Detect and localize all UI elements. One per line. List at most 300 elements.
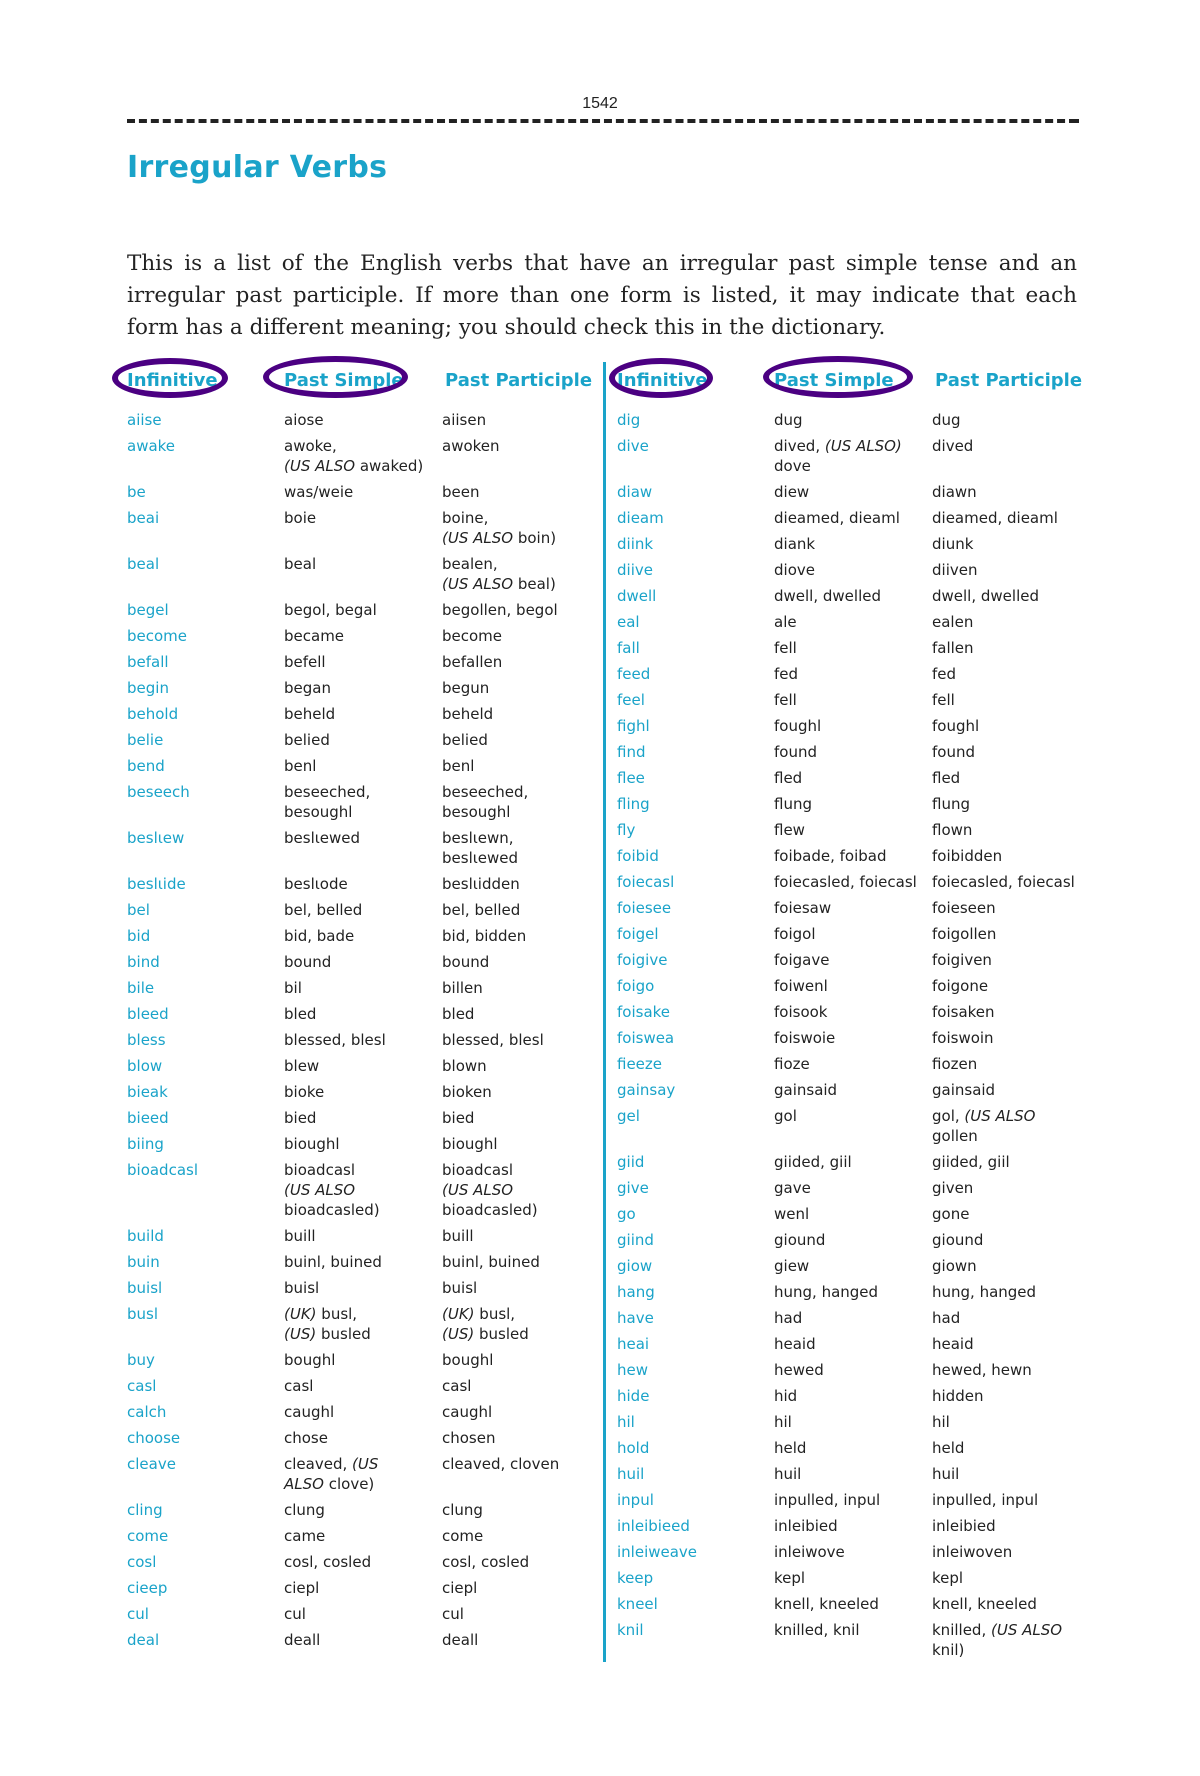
verb-row xyxy=(617,716,1097,736)
past-simple-cell: foigol xyxy=(774,925,816,943)
past-simple-cell: foibade, foibad xyxy=(774,847,887,865)
infinitive-cell: blow xyxy=(127,1057,163,1075)
infinitive-cell: give xyxy=(617,1179,649,1197)
past-participle-cell: bel, belled xyxy=(442,901,521,919)
past-participle-cell: foiecasled, foiecasl xyxy=(932,873,1075,891)
verb-row xyxy=(617,1080,1097,1100)
verb-row xyxy=(127,600,607,620)
past-participle-cell: knell, kneeled xyxy=(932,1595,1037,1613)
infinitive-cell: hold xyxy=(617,1439,650,1457)
verb-row xyxy=(127,1278,607,1298)
infinitive-cell: go xyxy=(617,1205,636,1223)
annotation-ellipse-right-past-simple xyxy=(763,356,913,398)
past-participle-cell: foisaken xyxy=(932,1003,995,1021)
past-participle-cell: deall xyxy=(442,1631,479,1649)
infinitive-cell: fall xyxy=(617,639,640,657)
past-participle-cell: gainsaid xyxy=(932,1081,996,1099)
past-simple-cell: beheld xyxy=(284,705,336,723)
past-participle-cell: giided, giil xyxy=(932,1153,1010,1171)
verb-row xyxy=(127,782,607,822)
past-simple-cell: bel, belled xyxy=(284,901,363,919)
past-participle-cell: billen xyxy=(442,979,483,997)
past-simple-cell: beslιewed xyxy=(284,829,361,847)
past-participle-cell: found xyxy=(932,743,975,761)
past-simple-cell: caughl xyxy=(284,1403,335,1421)
infinitive-cell: begel xyxy=(127,601,169,619)
infinitive-cell: find xyxy=(617,743,646,761)
verb-rows-left xyxy=(127,410,607,1656)
verb-row xyxy=(617,1308,1097,1328)
infinitive-cell: feed xyxy=(617,665,651,683)
past-simple-cell: boughl xyxy=(284,1351,336,1369)
past-participle-cell: aiisen xyxy=(442,411,487,429)
past-participle-cell: bioadcasl (US ALSO bioadcasled) xyxy=(442,1161,538,1219)
infinitive-cell: fly xyxy=(617,821,636,839)
infinitive-cell: diink xyxy=(617,535,654,553)
verb-row xyxy=(127,1134,607,1154)
past-participle-cell: dieamed, dieaml xyxy=(932,509,1058,527)
verb-row xyxy=(617,1282,1097,1302)
past-participle-cell: buill xyxy=(442,1227,474,1245)
infinitive-cell: foiesee xyxy=(617,899,672,917)
verb-row xyxy=(127,756,607,776)
past-participle-cell: caughl xyxy=(442,1403,493,1421)
past-simple-cell: fell xyxy=(774,639,797,657)
past-participle-cell: beheld xyxy=(442,705,494,723)
verb-row xyxy=(617,436,1097,476)
past-simple-cell: knilled, knil xyxy=(774,1621,860,1639)
past-simple-cell: huil xyxy=(774,1465,802,1483)
past-participle-cell: dwell, dwelled xyxy=(932,587,1039,605)
infinitive-cell: foiswea xyxy=(617,1029,675,1047)
verb-row xyxy=(617,950,1097,970)
past-simple-cell: begol, begal xyxy=(284,601,377,619)
past-participle-cell: inpulled, inpul xyxy=(932,1491,1039,1509)
verb-row xyxy=(127,436,607,476)
past-simple-cell: clung xyxy=(284,1501,325,1519)
verb-row xyxy=(617,1464,1097,1484)
past-participle-cell: begun xyxy=(442,679,490,697)
past-participle-cell: bled xyxy=(442,1005,475,1023)
infinitive-cell: bile xyxy=(127,979,155,997)
past-simple-cell: buinl, buined xyxy=(284,1253,382,1271)
infinitive-cell: dwell xyxy=(617,587,657,605)
past-simple-cell: inleiwove xyxy=(774,1543,845,1561)
verb-row xyxy=(127,1428,607,1448)
verb-row xyxy=(617,1256,1097,1276)
verb-row xyxy=(617,664,1097,684)
infinitive-cell: bieak xyxy=(127,1083,168,1101)
verb-row xyxy=(617,1204,1097,1224)
verb-row xyxy=(127,1226,607,1246)
infinitive-cell: buisl xyxy=(127,1279,163,1297)
header-past-simple: Past Simple xyxy=(284,370,404,391)
past-participle-cell: knilled, (US ALSO knil) xyxy=(932,1621,1063,1659)
infinitive-cell: fieeze xyxy=(617,1055,663,1073)
past-simple-cell: hil xyxy=(774,1413,792,1431)
past-simple-cell: casl xyxy=(284,1377,314,1395)
past-simple-cell: began xyxy=(284,679,331,697)
verb-row xyxy=(127,1630,607,1650)
verb-row xyxy=(127,704,607,724)
header-past-simple: Past Simple xyxy=(774,370,894,391)
past-simple-cell: kepl xyxy=(774,1569,806,1587)
past-participle-cell: begollen, begol xyxy=(442,601,558,619)
past-participle-cell: flung xyxy=(932,795,970,813)
infinitive-cell: diive xyxy=(617,561,653,579)
infinitive-cell: cleave xyxy=(127,1455,176,1473)
verb-row xyxy=(127,410,607,430)
past-participle-cell: bioken xyxy=(442,1083,492,1101)
verb-row xyxy=(127,1376,607,1396)
past-participle-cell: fed xyxy=(932,665,957,683)
verb-row xyxy=(127,1500,607,1520)
infinitive-cell: gainsay xyxy=(617,1081,676,1099)
past-participle-cell: been xyxy=(442,483,480,501)
verb-row xyxy=(127,1056,607,1076)
past-simple-cell: bound xyxy=(284,953,332,971)
past-simple-cell: aiose xyxy=(284,411,324,429)
past-simple-cell: cleaved, (US ALSO clove) xyxy=(284,1455,379,1493)
header-rule-end xyxy=(1075,119,1079,123)
past-simple-cell: ale xyxy=(774,613,797,631)
verb-row xyxy=(617,1516,1097,1536)
verb-row xyxy=(127,1454,607,1494)
past-participle-cell: ciepl xyxy=(442,1579,478,1597)
past-simple-cell: flew xyxy=(774,821,805,839)
past-participle-cell: bioughl xyxy=(442,1135,498,1153)
infinitive-cell: feel xyxy=(617,691,645,709)
verb-row xyxy=(617,482,1097,502)
past-simple-cell: foiwenl xyxy=(774,977,828,995)
past-simple-cell: became xyxy=(284,627,345,645)
verb-row xyxy=(127,1252,607,1272)
infinitive-cell: bleed xyxy=(127,1005,169,1023)
past-simple-cell: wenl xyxy=(774,1205,810,1223)
verb-row xyxy=(127,1552,607,1572)
past-participle-cell: had xyxy=(932,1309,961,1327)
past-participle-cell: beseeched, besoughl xyxy=(442,783,529,821)
past-participle-cell: hung, hanged xyxy=(932,1283,1037,1301)
past-participle-cell: clung xyxy=(442,1501,483,1519)
verb-row xyxy=(617,1106,1097,1146)
infinitive-cell: fling xyxy=(617,795,650,813)
verb-row xyxy=(617,924,1097,944)
past-participle-cell: foigone xyxy=(932,977,989,995)
past-participle-cell: flown xyxy=(932,821,973,839)
verb-row xyxy=(617,638,1097,658)
past-simple-cell: found xyxy=(774,743,817,761)
past-simple-cell: bil xyxy=(284,979,302,997)
past-participle-cell: hidden xyxy=(932,1387,984,1405)
past-participle-cell: awoken xyxy=(442,437,500,455)
verb-row xyxy=(617,1568,1097,1588)
infinitive-cell: beal xyxy=(127,555,160,573)
infinitive-cell: dieam xyxy=(617,509,664,527)
header-infinitive: Infinitive xyxy=(127,370,218,391)
past-simple-cell: belied xyxy=(284,731,330,749)
infinitive-cell: be xyxy=(127,483,146,501)
past-simple-cell: beal xyxy=(284,555,317,573)
verb-row xyxy=(617,690,1097,710)
past-simple-cell: bioke xyxy=(284,1083,325,1101)
infinitive-cell: bid xyxy=(127,927,151,945)
past-simple-cell: deall xyxy=(284,1631,321,1649)
past-participle-cell: casl xyxy=(442,1377,472,1395)
past-simple-cell: bied xyxy=(284,1109,317,1127)
past-participle-cell: bound xyxy=(442,953,490,971)
verb-row xyxy=(127,1604,607,1624)
past-participle-cell: foiswoin xyxy=(932,1029,994,1047)
verb-row xyxy=(617,586,1097,606)
infinitive-cell: beseech xyxy=(127,783,190,801)
verb-row xyxy=(617,1334,1097,1354)
verb-row xyxy=(127,1004,607,1024)
past-participle-cell: cosl, cosled xyxy=(442,1553,530,1571)
past-participle-cell: cul xyxy=(442,1605,464,1623)
infinitive-cell: hil xyxy=(617,1413,635,1431)
verb-row xyxy=(127,1030,607,1050)
past-simple-cell: beslιode xyxy=(284,875,348,893)
verb-row xyxy=(127,1108,607,1128)
past-participle-cell: bealen, (US ALSO beal) xyxy=(442,555,556,593)
past-participle-cell: inleiwoven xyxy=(932,1543,1013,1561)
infinitive-cell: hang xyxy=(617,1283,655,1301)
past-simple-cell: bid, bade xyxy=(284,927,355,945)
past-simple-cell: knell, kneeled xyxy=(774,1595,879,1613)
infinitive-cell: hew xyxy=(617,1361,649,1379)
verb-row xyxy=(127,952,607,972)
verb-row xyxy=(127,874,607,894)
past-simple-cell: fled xyxy=(774,769,803,787)
past-participle-cell: diawn xyxy=(932,483,977,501)
verb-row xyxy=(617,1438,1097,1458)
past-simple-cell: befell xyxy=(284,653,326,671)
past-participle-cell: buisl xyxy=(442,1279,478,1297)
infinitive-cell: befall xyxy=(127,653,169,671)
past-simple-cell: inleibied xyxy=(774,1517,838,1535)
infinitive-cell: giind xyxy=(617,1231,654,1249)
infinitive-cell: aiise xyxy=(127,411,162,429)
verb-row xyxy=(617,1054,1097,1074)
past-participle-cell: giown xyxy=(932,1257,977,1275)
infinitive-cell: dive xyxy=(617,437,649,455)
past-participle-cell: fled xyxy=(932,769,961,787)
infinitive-cell: beslιide xyxy=(127,875,186,893)
past-participle-cell: dug xyxy=(932,411,961,429)
past-simple-cell: had xyxy=(774,1309,803,1327)
past-participle-cell: gone xyxy=(932,1205,970,1223)
past-participle-cell: boughl xyxy=(442,1351,494,1369)
past-participle-cell: given xyxy=(932,1179,974,1197)
verb-row xyxy=(127,554,607,594)
past-participle-cell: foigollen xyxy=(932,925,997,943)
verb-row xyxy=(617,1490,1097,1510)
past-participle-cell: blessed, blesl xyxy=(442,1031,544,1049)
past-participle-cell: held xyxy=(932,1439,965,1457)
infinitive-cell: gel xyxy=(617,1107,640,1125)
past-simple-cell: foiswoie xyxy=(774,1029,836,1047)
header-infinitive: Infinitive xyxy=(617,370,708,391)
verb-row xyxy=(127,1160,607,1220)
past-simple-cell: beseeched, besoughl xyxy=(284,783,371,821)
past-participle-cell: benl xyxy=(442,757,475,775)
infinitive-cell: choose xyxy=(127,1429,181,1447)
infinitive-cell: inleibieed xyxy=(617,1517,690,1535)
past-simple-cell: flung xyxy=(774,795,812,813)
infinitive-cell: busl xyxy=(127,1305,159,1323)
verb-row xyxy=(617,534,1097,554)
past-participle-cell: come xyxy=(442,1527,484,1545)
verb-row xyxy=(127,1578,607,1598)
past-simple-cell: was/weie xyxy=(284,483,354,501)
past-participle-cell: bied xyxy=(442,1109,475,1127)
infinitive-cell: bioadcasl xyxy=(127,1161,199,1179)
past-participle-cell: foieseen xyxy=(932,899,996,917)
past-participle-cell: fiozen xyxy=(932,1055,978,1073)
verb-row xyxy=(617,1542,1097,1562)
past-participle-cell: fallen xyxy=(932,639,974,657)
infinitive-cell: giow xyxy=(617,1257,653,1275)
past-participle-cell: fell xyxy=(932,691,955,709)
past-simple-cell: boie xyxy=(284,509,317,527)
past-simple-cell: dived, (US ALSO) dove xyxy=(774,437,902,475)
past-participle-cell: inleibied xyxy=(932,1517,996,1535)
infinitive-cell: inleiweave xyxy=(617,1543,698,1561)
past-participle-cell: beslιidden xyxy=(442,875,520,893)
past-participle-cell: giound xyxy=(932,1231,984,1249)
past-participle-cell: diunk xyxy=(932,535,974,553)
past-participle-cell: bid, bidden xyxy=(442,927,527,945)
infinitive-cell: eal xyxy=(617,613,640,631)
past-participle-cell: foigiven xyxy=(932,951,992,969)
infinitive-cell: cosl xyxy=(127,1553,157,1571)
past-simple-cell: cosl, cosled xyxy=(284,1553,372,1571)
past-simple-cell: diank xyxy=(774,535,816,553)
past-simple-cell: benl xyxy=(284,757,317,775)
past-simple-cell: diew xyxy=(774,483,810,501)
verb-row xyxy=(127,978,607,998)
verb-row xyxy=(127,1082,607,1102)
infinitive-cell: heai xyxy=(617,1335,650,1353)
infinitive-cell: come xyxy=(127,1527,169,1545)
past-simple-cell: giew xyxy=(774,1257,810,1275)
infinitive-cell: behold xyxy=(127,705,179,723)
infinitive-cell: dig xyxy=(617,411,641,429)
past-simple-cell: bled xyxy=(284,1005,317,1023)
past-simple-cell: hewed xyxy=(774,1361,824,1379)
annotation-ellipse-right-infinitive xyxy=(609,358,713,398)
past-simple-cell: hid xyxy=(774,1387,798,1405)
past-simple-cell: heaid xyxy=(774,1335,816,1353)
page-title: Irregular Verbs xyxy=(127,150,388,185)
verb-row xyxy=(127,1526,607,1546)
infinitive-cell: deal xyxy=(127,1631,160,1649)
infinitive-cell: huil xyxy=(617,1465,645,1483)
infinitive-cell: cul xyxy=(127,1605,149,1623)
infinitive-cell: bend xyxy=(127,757,165,775)
verb-row xyxy=(127,678,607,698)
infinitive-cell: hide xyxy=(617,1387,650,1405)
verb-row xyxy=(617,742,1097,762)
infinitive-cell: cieep xyxy=(127,1579,168,1597)
past-participle-cell: boine, (US ALSO boin) xyxy=(442,509,557,547)
past-simple-cell: bioughl xyxy=(284,1135,340,1153)
infinitive-cell: foisake xyxy=(617,1003,671,1021)
past-simple-cell: dug xyxy=(774,411,803,429)
verb-row xyxy=(617,1620,1097,1660)
past-simple-cell: (UK) busl, (US) busled xyxy=(284,1305,371,1343)
past-participle-cell: hil xyxy=(932,1413,950,1431)
intro-paragraph: This is a list of the English verbs that have an irregular past simple tense and an irregular past participle. If more than one form is listed, it may indicate that each form has a different meaning; you should check this in the dictionary. xyxy=(127,251,1077,340)
past-simple-cell: held xyxy=(774,1439,807,1457)
past-simple-cell: fed xyxy=(774,665,799,683)
verb-row xyxy=(617,560,1097,580)
verb-row xyxy=(127,1350,607,1370)
verb-row xyxy=(617,1002,1097,1022)
verb-row xyxy=(127,828,607,868)
infinitive-cell: foigo xyxy=(617,977,655,995)
infinitive-cell: cling xyxy=(127,1501,163,1519)
verb-row xyxy=(617,1152,1097,1172)
past-simple-cell: foisook xyxy=(774,1003,828,1021)
past-participle-cell: befallen xyxy=(442,653,503,671)
past-participle-cell: hewed, hewn xyxy=(932,1361,1032,1379)
past-simple-cell: buisl xyxy=(284,1279,320,1297)
verb-row xyxy=(617,1360,1097,1380)
verb-row xyxy=(617,1028,1097,1048)
past-simple-cell: foigave xyxy=(774,951,830,969)
infinitive-cell: bless xyxy=(127,1031,166,1049)
past-simple-cell: blessed, blesl xyxy=(284,1031,386,1049)
infinitive-cell: foigive xyxy=(617,951,668,969)
infinitive-cell: belie xyxy=(127,731,164,749)
infinitive-cell: buy xyxy=(127,1351,155,1369)
verb-row xyxy=(127,482,607,502)
past-simple-cell: foiesaw xyxy=(774,899,832,917)
infinitive-cell: biing xyxy=(127,1135,164,1153)
verb-row xyxy=(127,730,607,750)
verb-row xyxy=(617,976,1097,996)
verb-row xyxy=(127,508,607,548)
header-past-participle: Past Participle xyxy=(445,370,593,391)
page-number: 1542 xyxy=(582,95,618,112)
past-participle-cell: dived xyxy=(932,437,974,455)
verb-row xyxy=(127,926,607,946)
infinitive-cell: giid xyxy=(617,1153,645,1171)
past-simple-cell: cul xyxy=(284,1605,306,1623)
verb-row xyxy=(617,768,1097,788)
past-simple-cell: bioadcasl (US ALSO bioadcasled) xyxy=(284,1161,380,1219)
verb-row xyxy=(617,898,1097,918)
past-simple-cell: foughl xyxy=(774,717,822,735)
verb-row xyxy=(617,1412,1097,1432)
past-simple-cell: fioze xyxy=(774,1055,810,1073)
verb-row xyxy=(617,508,1097,528)
verb-row xyxy=(617,794,1097,814)
past-simple-cell: inpulled, inpul xyxy=(774,1491,881,1509)
verb-row xyxy=(617,410,1097,430)
past-participle-cell: diiven xyxy=(932,561,978,579)
infinitive-cell: bind xyxy=(127,953,160,971)
past-participle-cell: ealen xyxy=(932,613,974,631)
past-participle-cell: buinl, buined xyxy=(442,1253,540,1271)
infinitive-cell: casl xyxy=(127,1377,157,1395)
header-rule xyxy=(127,119,1077,123)
infinitive-cell: calch xyxy=(127,1403,167,1421)
verb-row xyxy=(617,612,1097,632)
past-participle-cell: (UK) busl, (US) busled xyxy=(442,1305,529,1343)
